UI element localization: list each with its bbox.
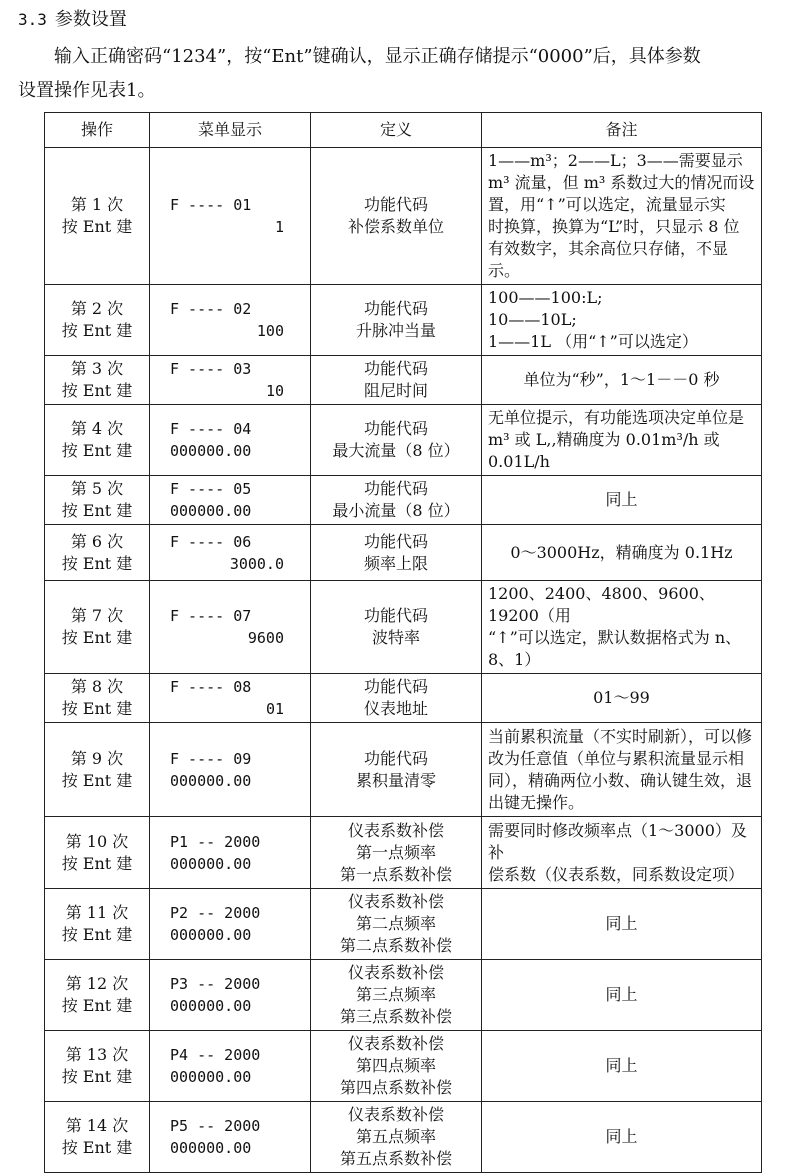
definition-text: 第二点频率 [355,914,436,933]
menu-code: P1 -- 2000 [170,832,261,851]
menu-code: F ---- 01 [170,196,252,214]
cell-operation [45,1102,150,1173]
operation-text: 按 Ent 建 [61,925,133,944]
table-row [45,674,762,723]
definition-text: 最大流量（8 位） [332,441,460,460]
remarks-text: 100——100:L; [488,288,603,307]
operation-text: 按 Ent 建 [61,996,133,1015]
remarks-text: 置，用“↑”可以选定，流量显示实 [488,195,726,214]
table-row [45,581,762,674]
section-heading [18,8,127,32]
remarks-text: 1200、2400、4800、9600、19200（用 [488,584,715,625]
operation-text: 第 2 次 [70,299,124,318]
definition-text: 频率上限 [363,553,428,573]
menu-value: 000000.00 [170,854,252,873]
definition-text: 功能代码 [363,677,428,696]
parameter-settings-table [44,112,762,1173]
definition-text: 第一点频率 [355,842,436,862]
cell-menu-display [150,889,311,960]
menu-code: F ---- 04 [170,420,252,438]
cell-operation [45,817,150,889]
cell-definition [311,285,482,356]
operation-text: 第 12 次 [65,974,129,993]
definition-text: 第三点系数补偿 [339,1007,452,1026]
definition-text: 阻尼时间 [363,381,428,400]
cell-operation [45,356,150,405]
remarks-text: m³ 或 L,,精确度为 0.01m³/h 或 0.01L/h [488,430,720,471]
menu-value: 10 [265,382,284,400]
table-header-row [45,113,762,148]
operation-text: 按 Ent 建 [61,441,133,460]
cell-menu-display [150,405,311,476]
header-menu-display: 菜单显示 [150,113,311,148]
menu-code: F ---- 03 [170,360,252,378]
table-row [45,148,762,285]
definition-text: 功能代码 [363,359,428,378]
section-title: 参数设置 [54,9,127,30]
menu-value: 000000.00 [170,442,252,460]
cell-operation [45,525,150,581]
definition-text: 功能代码 [363,748,428,768]
remarks-text: 单位为“秒”，1～1－－0 秒 [523,370,720,389]
table-row [45,1102,762,1173]
definition-text: 累积量清零 [355,770,436,790]
operation-text: 第 11 次 [65,903,129,922]
menu-value: 000000.00 [170,926,252,944]
definition-text: 最小流量（8 位） [332,501,460,520]
menu-value: 3000.0 [229,554,284,573]
cell-menu-display [150,817,311,889]
operation-text: 第 10 次 [65,831,129,851]
definition-text: 仪表地址 [363,699,428,718]
definition-text: 第五点系数补偿 [339,1149,452,1168]
definition-text: 仪表系数补偿 [347,1034,444,1053]
menu-value: 01 [265,700,284,718]
menu-value: 000000.00 [170,1139,252,1157]
menu-code: F ---- 09 [170,749,252,768]
operation-text: 按 Ent 建 [61,321,133,340]
operation-text: 第 7 次 [70,606,124,625]
cell-menu-display [150,285,311,356]
operation-text: 第 6 次 [70,531,124,551]
menu-value: 000000.00 [170,502,252,520]
cell-remarks [482,356,762,405]
menu-code: F ---- 08 [170,678,252,696]
cell-menu-display [150,148,311,285]
cell-menu-display [150,525,311,581]
remarks-text: 01～99 [593,688,650,707]
remarks-text: 8、1） [488,650,541,669]
cell-remarks [482,1031,762,1102]
cell-definition [311,1031,482,1102]
cell-definition [311,525,482,581]
definition-text: 第二点系数补偿 [339,936,452,955]
cell-remarks [482,285,762,356]
cell-definition [311,148,482,285]
cell-remarks [482,581,762,674]
table-row [45,889,762,960]
table-row [45,960,762,1031]
remarks-text: 10——10L; [488,310,577,329]
menu-code: P3 -- 2000 [170,975,261,993]
cell-menu-display [150,1031,311,1102]
menu-value: 000000.00 [170,997,252,1015]
header-definition: 定义 [311,113,482,148]
cell-remarks [482,723,762,817]
menu-code: F ---- 05 [170,480,252,498]
definition-text: 第四点系数补偿 [339,1078,452,1097]
cell-operation [45,723,150,817]
definition-text: 仪表系数补偿 [347,1105,444,1124]
cell-operation [45,476,150,525]
cell-definition [311,356,482,405]
intro-line-2: 设置操作见表1。 [18,80,156,101]
cell-menu-display [150,356,311,405]
definition-text: 功能代码 [363,531,428,551]
remarks-text: 无单位提示，有功能选项决定单位是 [488,408,745,427]
cell-operation [45,960,150,1031]
remarks-text: 0～3000Hz，精确度为 0.1Hz [510,542,733,562]
remarks-text: 同），精确两位小数、确认键生效，退 [488,770,753,790]
definition-text: 第一点系数补偿 [339,864,452,884]
menu-value: 9600 [247,629,284,647]
cell-remarks [482,476,762,525]
remarks-text: 同上 [605,914,638,933]
operation-text: 按 Ent 建 [61,770,133,790]
remarks-text: 有效数字，其余高位只存储，不显示。 [488,239,729,280]
operation-text: 第 4 次 [70,419,124,438]
cell-operation [45,889,150,960]
cell-remarks [482,525,762,581]
cell-operation [45,405,150,476]
cell-remarks [482,1102,762,1173]
table-body [45,148,762,1173]
operation-text: 第 1 次 [70,195,124,214]
operation-text: 按 Ent 建 [61,628,133,647]
cell-definition [311,674,482,723]
definition-text: 波特率 [371,628,420,647]
section-number: 3.3 [18,10,47,29]
remarks-text: 改为任意值（单位与累积流量显示相 [488,748,745,768]
cell-operation [45,1031,150,1102]
cell-definition [311,889,482,960]
remarks-text: 时换算，换算为“L”时，只显示 8 位 [488,217,740,236]
cell-remarks [482,960,762,1031]
definition-text: 仪表系数补偿 [347,892,444,911]
operation-text: 按 Ent 建 [61,699,133,718]
table-row [45,723,762,817]
definition-text: 功能代码 [363,299,428,318]
menu-code: P5 -- 2000 [170,1117,261,1135]
remarks-text: 同上 [605,985,638,1004]
cell-definition [311,1102,482,1173]
definition-text: 第四点频率 [355,1056,436,1075]
remarks-text: m³ 流量，但 m³ 系数过大的情况而设 [488,173,755,192]
cell-menu-display [150,476,311,525]
table-row [45,1031,762,1102]
intro-line-1: 输入正确密码“1234”，按“Ent”键确认，显示正确存储提示“0000”后，具体参数 [54,46,701,67]
remarks-text: 同上 [605,1127,638,1146]
operation-text: 第 5 次 [70,479,124,498]
operation-text: 按 Ent 建 [61,853,133,873]
operation-text: 按 Ent 建 [61,1138,133,1157]
cell-definition [311,476,482,525]
cell-definition [311,405,482,476]
menu-value: 100 [256,322,284,340]
cell-definition [311,960,482,1031]
remarks-text: 1——m³；2——L；3——需要显示 [488,151,743,170]
menu-value: 000000.00 [170,771,252,790]
operation-text: 按 Ent 建 [61,501,133,520]
cell-menu-display [150,674,311,723]
remarks-text: 偿系数（仪表系数，同系数设定项） [488,864,745,884]
remarks-text: “↑”可以选定，默认数据格式为 n、 [488,628,742,647]
definition-text: 功能代码 [363,479,428,498]
remarks-text: 出键无操作。 [488,792,585,812]
operation-text: 按 Ent 建 [61,381,133,400]
remarks-text: 当前累积流量（不实时刷新），可以修 [488,726,753,746]
cell-remarks [482,889,762,960]
table-row [45,356,762,405]
cell-operation [45,148,150,285]
menu-code: P2 -- 2000 [170,904,261,922]
definition-text: 功能代码 [363,606,428,625]
menu-value: 000000.00 [170,1068,252,1086]
menu-code: F ---- 06 [170,532,252,551]
definition-text: 仪表系数补偿 [347,820,444,840]
operation-text: 按 Ent 建 [61,217,133,236]
operation-text: 第 14 次 [65,1116,129,1135]
table-row [45,525,762,581]
menu-value: 1 [274,218,284,236]
cell-definition [311,723,482,817]
cell-remarks [482,674,762,723]
operation-text: 第 3 次 [70,359,124,378]
definition-text: 第三点频率 [355,985,436,1004]
definition-text: 仪表系数补偿 [347,963,444,982]
operation-text: 第 9 次 [70,748,124,768]
cell-remarks [482,817,762,889]
table-row [45,405,762,476]
table-row [45,285,762,356]
definition-text: 第五点频率 [355,1127,436,1146]
cell-definition [311,817,482,889]
operation-text: 按 Ent 建 [61,1067,133,1086]
remarks-text: 同上 [605,490,638,509]
table-row [45,817,762,889]
operation-text: 按 Ent 建 [61,553,133,573]
cell-menu-display [150,960,311,1031]
cell-operation [45,674,150,723]
cell-menu-display [150,723,311,817]
remarks-text: 1——1L （用“↑”可以选定） [488,332,698,351]
definition-text: 升脉冲当量 [355,321,436,340]
cell-operation [45,285,150,356]
cell-menu-display [150,581,311,674]
cell-menu-display [150,1102,311,1173]
intro-paragraph [18,40,800,108]
cell-definition [311,581,482,674]
menu-code: F ---- 02 [170,300,252,318]
operation-text: 第 13 次 [65,1045,129,1064]
table-row [45,476,762,525]
menu-code: P4 -- 2000 [170,1046,261,1064]
remarks-text: 需要同时修改频率点（1～3000）及补 [488,820,747,862]
definition-text: 补偿系数单位 [347,217,444,236]
cell-remarks [482,405,762,476]
operation-text: 第 8 次 [70,677,124,696]
cell-operation [45,581,150,674]
header-operation: 操作 [45,113,150,148]
definition-text: 功能代码 [363,419,428,438]
cell-remarks [482,148,762,285]
definition-text: 功能代码 [363,195,428,214]
header-remarks: 备注 [482,113,762,148]
menu-code: F ---- 07 [170,607,252,625]
remarks-text: 同上 [605,1056,638,1075]
